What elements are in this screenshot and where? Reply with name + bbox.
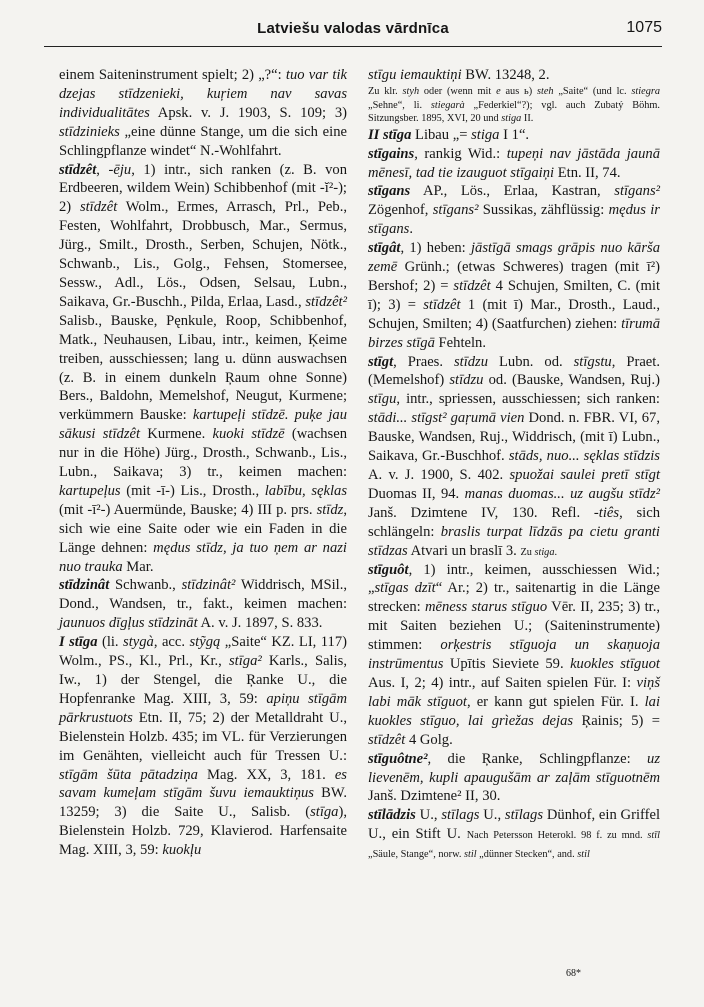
signature-mark: 68* [566, 968, 581, 979]
entry-stiguot: stīguôt, 1) intr., keimen, ausschiessen Wid.; „stīgas dzīt“ Ar.; 2) tr., saitenartig in die Länge strecken: mēness starus stīguo Vēr. II, 235; 3) tr., mit Saiten beziehen U.; (Saiteninstrumente) stimmen: orķestris stīguoja un skaņuoja instrūmentus Upītis Sieviete 59. kuokles stīguot Aus. I, 2; 4) intr., auf Saiten spielen Für. I: viņš labi māk stīguot, er kann gut spielen Für. I. lai kuokles stīguo, lai grìežas dejas Ŗainis; 5) = stīdzêt 4 Golg. [368, 561, 661, 748]
entry-stidzinat: stīdzinât Schwanb., stīdzinât² Widdrisch, MSil., Dond., Wandsen, tr., fakt., keimen machen: jaunuos dīgļus stīdzināt A. v. J. 1897, S. 833. [59, 577, 347, 632]
page-header [44, 16, 662, 47]
entry-stiga-ii: II stīga Libau „= stiga I 1“. [368, 126, 530, 143]
entry-stigains: stīgains, rankig Wid.: tupeņi nav jāstāda jaunā mēnesī, tad tie izauguot stīgaiņi Etn. II, 74. [368, 145, 660, 181]
etymology-note: Zu klr. styh oder (wenn mit e aus ь) steh „Saite“ (und lc. stiegra „Sehne“, li. stiegarà „Federkiel“?); vgl. auch Zubatý Böhm. Sitzungsber. 1895, XVI, 20 und stiga II. [368, 85, 661, 125]
entry-stigt: stīgt, Praes. stīdzu Lubn. od. stīgstu, Praet. (Memelshof) stīdzu od. (Bauske, Wandsen, Ruj.) stīgu, intr., spriessen, ausschiessen; sich ranken: stādi... stīgst² gaŗumā vien Dond. n. FBR. VI, 67, Bauske, Wandsen, Ruj., Widdrisch, (mit ī) Lubn., Saikava, Gr.-Buschhof. stāds, nuo... sęklas stīdzis A. v. J. 1900, S. 402. spuožai saulei pretī stīgt Duomas II, 94. manas duomas... uz augšu stīdz² Janš. Dzimtene IV, 130. Refl. -tiês, sich schlängeln: braslis turpat līdzās pa cietu granti stīdzas Atvari un braslī 3. Zu stiga. [368, 353, 661, 559]
left-column [59, 66, 347, 860]
dictionary-title: Latviešu valodas vārdnīca [257, 20, 449, 37]
entry-stigans: stīgans AP., Lös., Erlaa, Kastran, stīgans² Zögenhof, stīgans² Sussikas, zähflüssig: mędus ir stīgans. [368, 183, 660, 238]
page-number: 1075 [626, 19, 662, 36]
entry-continuation: einem Saiteninstrument spielt; 2) „?“: tuo var tik dzejas stīdzenieki, kuŗiem nav savas individualitātes Apsk. v. J. 1903, S. 109; 3) stīdzinieks „eine dünne Stange, um die sich eine Schlingpflanze windet“ N.-Wohlfahrt. [59, 67, 347, 159]
entry-stiguotne: stīguôtne², die Ŗanke, Schlingpflanze: uz lievenēm, kupli apaugušām ar zaļām stīguotnēm Janš. Dzimtene² II, 30. [368, 750, 660, 805]
entry-stigat: stīgât, 1) heben: jāstīgā smags grāpis nuo kārša zemē Grünh.; (etwas Schweres) tragen (mit ī²) Bershof; 2) = stīdzêt 4 Schujen, Smilten, C. (mit ī); 3) = stīdzêt 1 (mit ī) Mar., Drosth., Laud., Schujen, Smilten; 4) (Saatfurchen) ziehen: tīrumā birzes stīgā Fehteln. [368, 240, 661, 351]
entry-continuation: stīgu iemauktiņi BW. 13248, 2. [368, 67, 550, 83]
right-column [368, 66, 660, 863]
entry-stiladzis: stīlādzis U., stīlags U., stīlags Dünhof, ein Griffel U., ein Stift U. Nach Petersson Heterokl. 98 f. zu mnd. stīl „Säule, Stange“, norw. stil „dünner Stecken“, and. stil [368, 807, 660, 861]
entry-stiga-i: I stīga (li. stygà, acc. stỹgą „Saite“ KZ. LI, 117) Wolm., PS., Kl., Prl., Kr., stīga² Karls., Salis, Iw., 1) der Stengel, die Ŗanke U., die Hopfenranke Mag. XIII, 3, 59: apiņu stīgām pārkrustuots Etn. II, 75; 2) der Metalldraht U., Bielenstein Holzb. 435; im VL. für Verzierungen im Genähten, vielleicht auch für Tressen U.: stīgām šūta pātadziņa Mag. XX, 3, 181. es savam kumeļam stīgām šuvu iemauktiņus BW. 13259; 3) die Saite U., Salisb. (stīga), Bielenstein Holzb. 729, Klavierod. Harfensaite Mag. XIII, 3, 59: kuokļu [59, 634, 348, 859]
entry-stidzet: stīdzêt, -ēju, 1) intr., sich ranken (z. B. von Erdbeeren, wildem Wein) Schibbenhof (mit -ĭ²-); 2) stīdzêt Wolm., Ermes, Arrasch, Prl., Peb., Festen, Wohlfahrt, Drobbusch, Mar., Sermus, Jürg., Smilt., Drosth., Serben, Schujen, Nötk., Schwanb., Lis., Golg., Fehsen, Stomersee, Sessw., Adl., Lös., Odsen, Selsau, Lubn., Saikava, Gr.-Buschh., Pilda, Erlaa, Lasd., stīdzêt² Salisb., Bauske, Pęnkule, Roop, Schibbenhof, Matk., Neuhausen, Libau, intr., keimen, Ķeime treiben, ausschiessen; lang u. dünn auswachsen (z. B. in einem dunkeln Ŗaum ohne Sonne) Bers., Baldohn, Memelshof, Neugut, Kurmene; verkümmern Bauske: kartupeļi stīdzē. puķe jau sākusi stīdzêt Kurmene. kuoki stīdzē (wachsen nur in die Höhe) Jürg., Drosth., Schwanb., Lis., Lubn., Saikava; 3) tr., keimen machen: kartupeļus (mit -ī-) Lis., Drosth., labību, sęklas (mit -ī²-) Auermünde, Bauske; 4) III p. prs. stīdz, sich wie eine Saite oder wie ein Faden in die Länge dehnen: mędus stīdz, ja tuo ņem ar nazi nuo trauka Mar. [59, 161, 348, 575]
